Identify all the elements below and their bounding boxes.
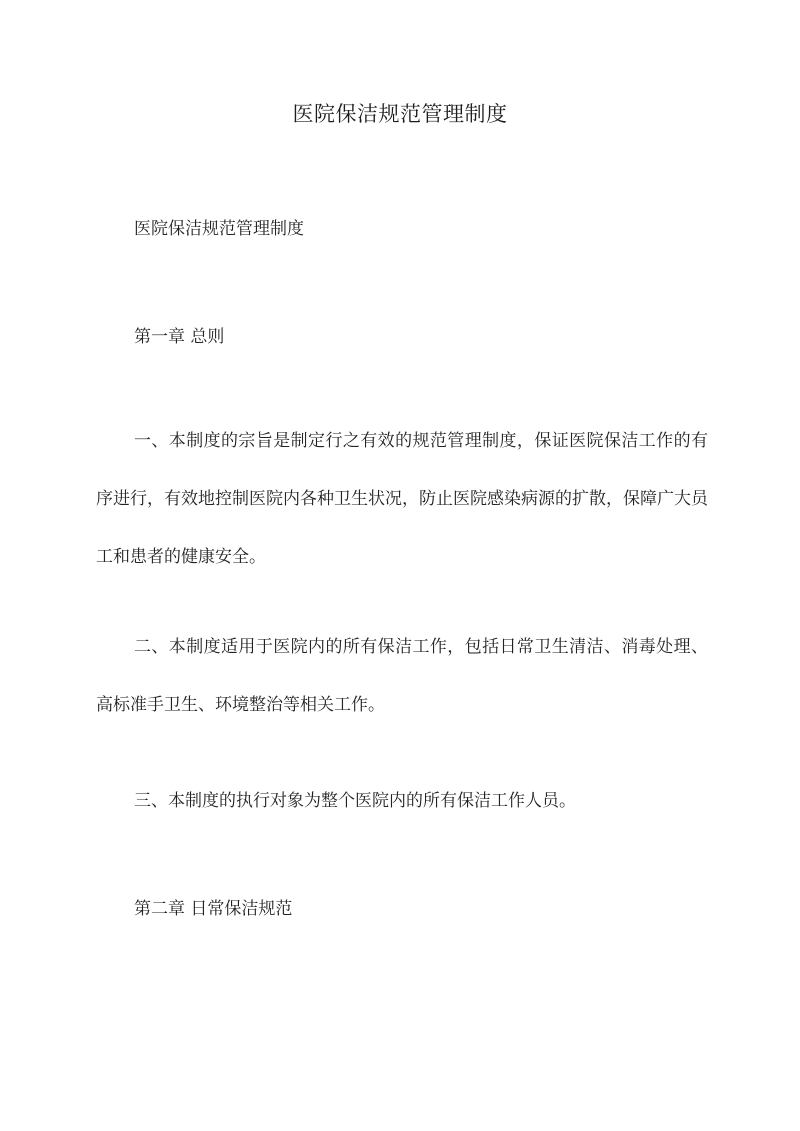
document-title: 医院保洁规范管理制度 bbox=[292, 102, 508, 126]
chapter-heading-2: 第二章 日常保洁规范 bbox=[134, 899, 293, 919]
clause-paragraph-2: 二、本制度适用于医院内的所有保洁工作，包括日常卫生清洁、消毒处理、高标准手卫生、环境整治等相关工作。 bbox=[96, 637, 708, 715]
subtitle-paragraph: 医院保洁规范管理制度 bbox=[134, 219, 304, 239]
clause-paragraph-1: 一、本制度的宗旨是制定行之有效的规范管理制度，保证医院保洁工作的有序进行，有效地控制医院内各种卫生状况，防止医院感染病源的扩散，保障广大员工和患者的健康安全。 bbox=[96, 431, 708, 567]
chapter-heading-1: 第一章 总则 bbox=[134, 327, 225, 347]
clause-paragraph-3: 三、本制度的执行对象为整个医院内的所有保洁工作人员。 bbox=[134, 791, 576, 811]
